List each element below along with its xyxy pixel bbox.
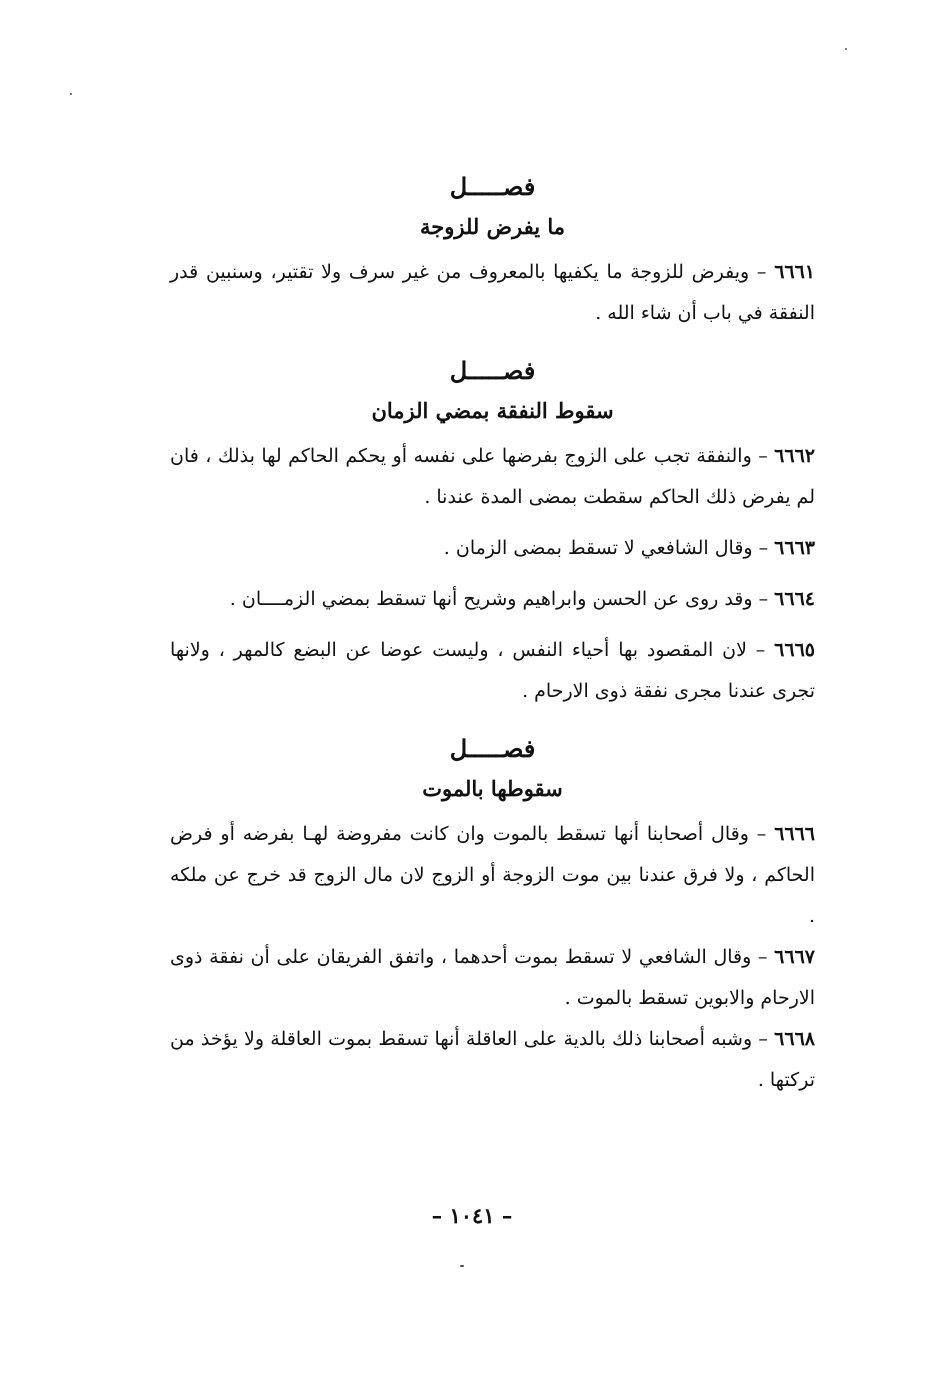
paragraph-text: ويفرض للزوجة ما يكفيها بالمعروف من غير سرف ولا تقتير، وسنبين قدر النفقة في باب أن شاء الله . (170, 261, 815, 324)
paragraph-text: وقال الشافعي لا تسقط بموت أحدهما ، واتفق الفريقان على أن نفقة ذوى الارحام والابوين تسقط بالموت . (170, 946, 815, 1009)
paragraph-text: وقد روى عن الحسن وابراهيم وشريح أنها تسقط بمضي الزمــــان . (229, 588, 753, 610)
paragraph-text: والنفقة تجب على الزوج بفرضها على نفسه أو يحكم الحاكم لها بذلك ، فان لم يفرض ذلك الحاكم سقطت بمضى المدة عندنا . (170, 445, 815, 508)
paragraph-number: ٦٦٦٦ (774, 823, 816, 845)
scan-speck (845, 48, 847, 50)
paragraph-number: ٦٦٦٧ (774, 946, 815, 968)
section-marker: فصـــــل (449, 356, 536, 385)
paragraph-text: وقال الشافعي لا تسقط بمضى الزمان . (443, 537, 753, 559)
paragraph: ٦٦٦٣ – وقال الشافعي لا تسقط بمضى الزمان . (443, 537, 815, 559)
paragraph: ٦٦٦٧ – وقال الشافعي لا تسقط بموت أحدهما ، واتفق الفريقان على أن نفقة ذوى الارحام والابوين تسقط بالموت . (170, 946, 815, 1009)
paragraph-text: لان المقصود بها أحياء النفس ، وليست عوضا عن البضع كالمهر ، ولانها تجرى عندنا مجرى نفقة ذوى الارحام . (170, 639, 815, 702)
section (170, 170, 815, 334)
paragraph-number: ٦٦٦٨ (774, 1028, 815, 1050)
paragraph-number: ٦٦٦٤ (774, 588, 815, 610)
paragraph: ٦٦٦٢ – والنفقة تجب على الزوج بفرضها على نفسه أو يحكم الحاكم لها بذلك ، فان لم يفرض ذلك الحاكم سقطت بمضى المدة عندنا . (170, 445, 815, 508)
page-number: – ١٠٤١ – (431, 1203, 513, 1228)
scan-speck (70, 93, 72, 95)
section (170, 354, 815, 712)
paragraph-number: ٦٦٦٣ (774, 537, 815, 559)
paragraph: ٦٦٦٨ – وشبه أصحابنا ذلك بالدية على العاقلة أنها تسقط بموت العاقلة ولا يؤخذ من تركتها . (170, 1028, 815, 1091)
text-column (170, 170, 815, 1101)
section (170, 732, 815, 1101)
paragraph: ٦٦٦٤ – وقد روى عن الحسن وابراهيم وشريح أنها تسقط بمضي الزمــــان . (229, 588, 815, 610)
paragraph-number: ٦٦٦٥ (774, 639, 815, 661)
paragraph-number: ٦٦٦٢ (774, 445, 815, 467)
section-heading: سقوط النفقة بمضي الزمان (371, 398, 614, 423)
paragraph-text: وقال أصحابنا أنها تسقط بالموت وان كانت مفروضة لهـا بفرضه أو فرض الحاكم ، ولا فرق عندنا بين موت الزوجة أو الزوج لان مال الزوج قد خرج عن ملكه . (170, 823, 815, 927)
paragraph: ٦٦٦١ – ويفرض للزوجة ما يكفيها بالمعروف من غير سرف ولا تقتير، وسنبين قدر النفقة في باب أن شاء الله . (170, 261, 816, 324)
paragraph: ٦٦٦٦ – وقال أصحابنا أنها تسقط بالموت وان كانت مفروضة لهـا بفرضه أو فرض الحاكم ، ولا فرق عندنا بين موت الزوجة أو الزوج لان مال الزوج قد خرج عن ملكه . (170, 823, 816, 927)
section-marker: فصـــــل (449, 734, 536, 763)
paragraph: ٦٦٦٥ – لان المقصود بها أحياء النفس ، وليست عوضا عن البضع كالمهر ، ولانها تجرى عندنا مجرى نفقة ذوى الارحام . (170, 639, 815, 702)
section-heading: سقوطها بالموت (422, 776, 563, 801)
section-heading: ما يفرض للزوجة (419, 214, 566, 239)
section-marker: فصـــــل (449, 172, 536, 201)
paragraph-number: ٦٦٦١ (774, 261, 816, 283)
scan-speck (460, 1265, 464, 1267)
paragraph-text: وشبه أصحابنا ذلك بالدية على العاقلة أنها تسقط بموت العاقلة ولا يؤخذ من تركتها . (170, 1028, 815, 1091)
